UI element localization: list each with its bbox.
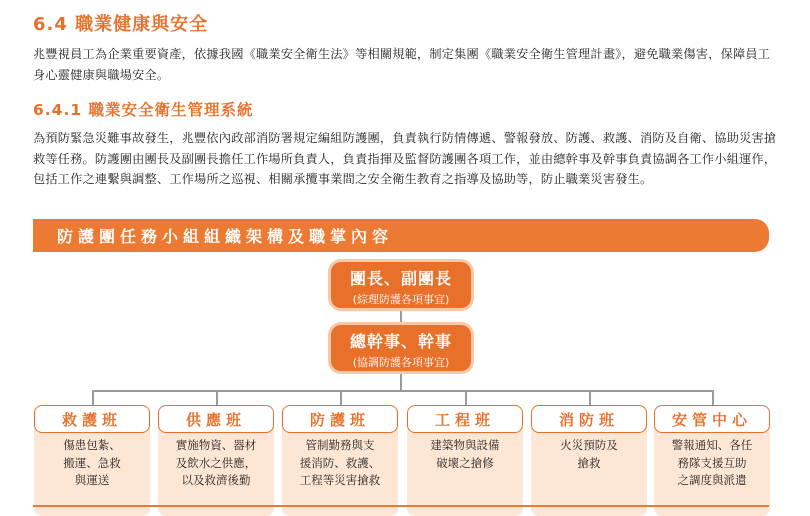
leader-title: 團長、副團長	[349, 269, 452, 288]
team-duty: 傷患包紮、 搬運、急救 與運送	[34, 427, 150, 516]
bottom-divider	[33, 505, 769, 507]
connector-team-5	[589, 390, 591, 406]
connector-team-2	[216, 390, 218, 406]
chart-banner-title: 防護團任務小組組織架構及職掌內容	[57, 227, 394, 246]
team-name: 防護班	[282, 405, 398, 433]
team-security-center	[654, 405, 770, 516]
connector-team-1	[92, 390, 94, 406]
subsection-body: 為預防緊急災難事故發生，兆豐依內政部消防署規定編組防護團，負責執行防情傳遞、警報發放、防護、救護、消防及自衛、協助災害搶救等任務。防護團由團長及副團長擔任工作場所負責人，負責指揮及監督防護團各項工作，並由總幹事及幹事負責協調各工作小組運作，包括工作之連繫與調整、工作場所之巡視、相關承攬事業間之安全衛生教育之指導及協助等，防止職業災害發生。	[33, 131, 777, 186]
team-duty: 警報通知、各任 務隊支援互助 之調度與派遣	[654, 427, 770, 516]
connector-team-4	[465, 390, 467, 406]
team-supply	[158, 405, 274, 516]
team-duty: 建築物與設備 破壞之搶修	[407, 427, 523, 516]
team-duty: 火災預防及 搶救	[531, 427, 647, 516]
leader-desc: (綜理防護各項事宜)	[352, 293, 450, 306]
connector-team-3	[340, 390, 342, 406]
connector-bus	[92, 390, 713, 392]
section-title: 6.4 職業健康與安全	[33, 14, 209, 35]
team-name: 安管中心	[654, 405, 770, 433]
subsection-title: 6.4.1 職業安全衛生管理系統	[33, 101, 254, 119]
team-name: 救護班	[34, 405, 150, 433]
chart-banner	[33, 219, 769, 252]
team-duty: 管制勤務與支 援消防、救護、 工程等災害搶救	[282, 427, 398, 516]
leader-box	[331, 262, 471, 308]
team-protection	[282, 405, 398, 516]
section-intro: 兆豐視員工為企業重要資產，依據我國《職業安全衛生法》等相關規範，制定集團《職業安全衛生管理計畫》，避免職業傷害，保障員工身心靈健康與職場安全。	[33, 47, 771, 82]
team-name: 消防班	[531, 405, 647, 433]
secretary-box	[331, 325, 471, 371]
team-fire	[531, 405, 647, 516]
team-duty: 實施物資、器材 及飲水之供應， 以及救濟後勤	[158, 427, 274, 516]
secretary-title: 總幹事、幹事	[349, 332, 452, 351]
connector-team-6	[712, 390, 714, 406]
team-rescue	[34, 405, 150, 516]
secretary-desc: (協調防護各項事宜)	[352, 356, 450, 369]
team-engineering	[407, 405, 523, 516]
connector-secretary-bus	[400, 374, 402, 390]
team-name: 工程班	[407, 405, 523, 433]
team-name: 供應班	[158, 405, 274, 433]
connector-leader-secretary	[400, 311, 402, 322]
